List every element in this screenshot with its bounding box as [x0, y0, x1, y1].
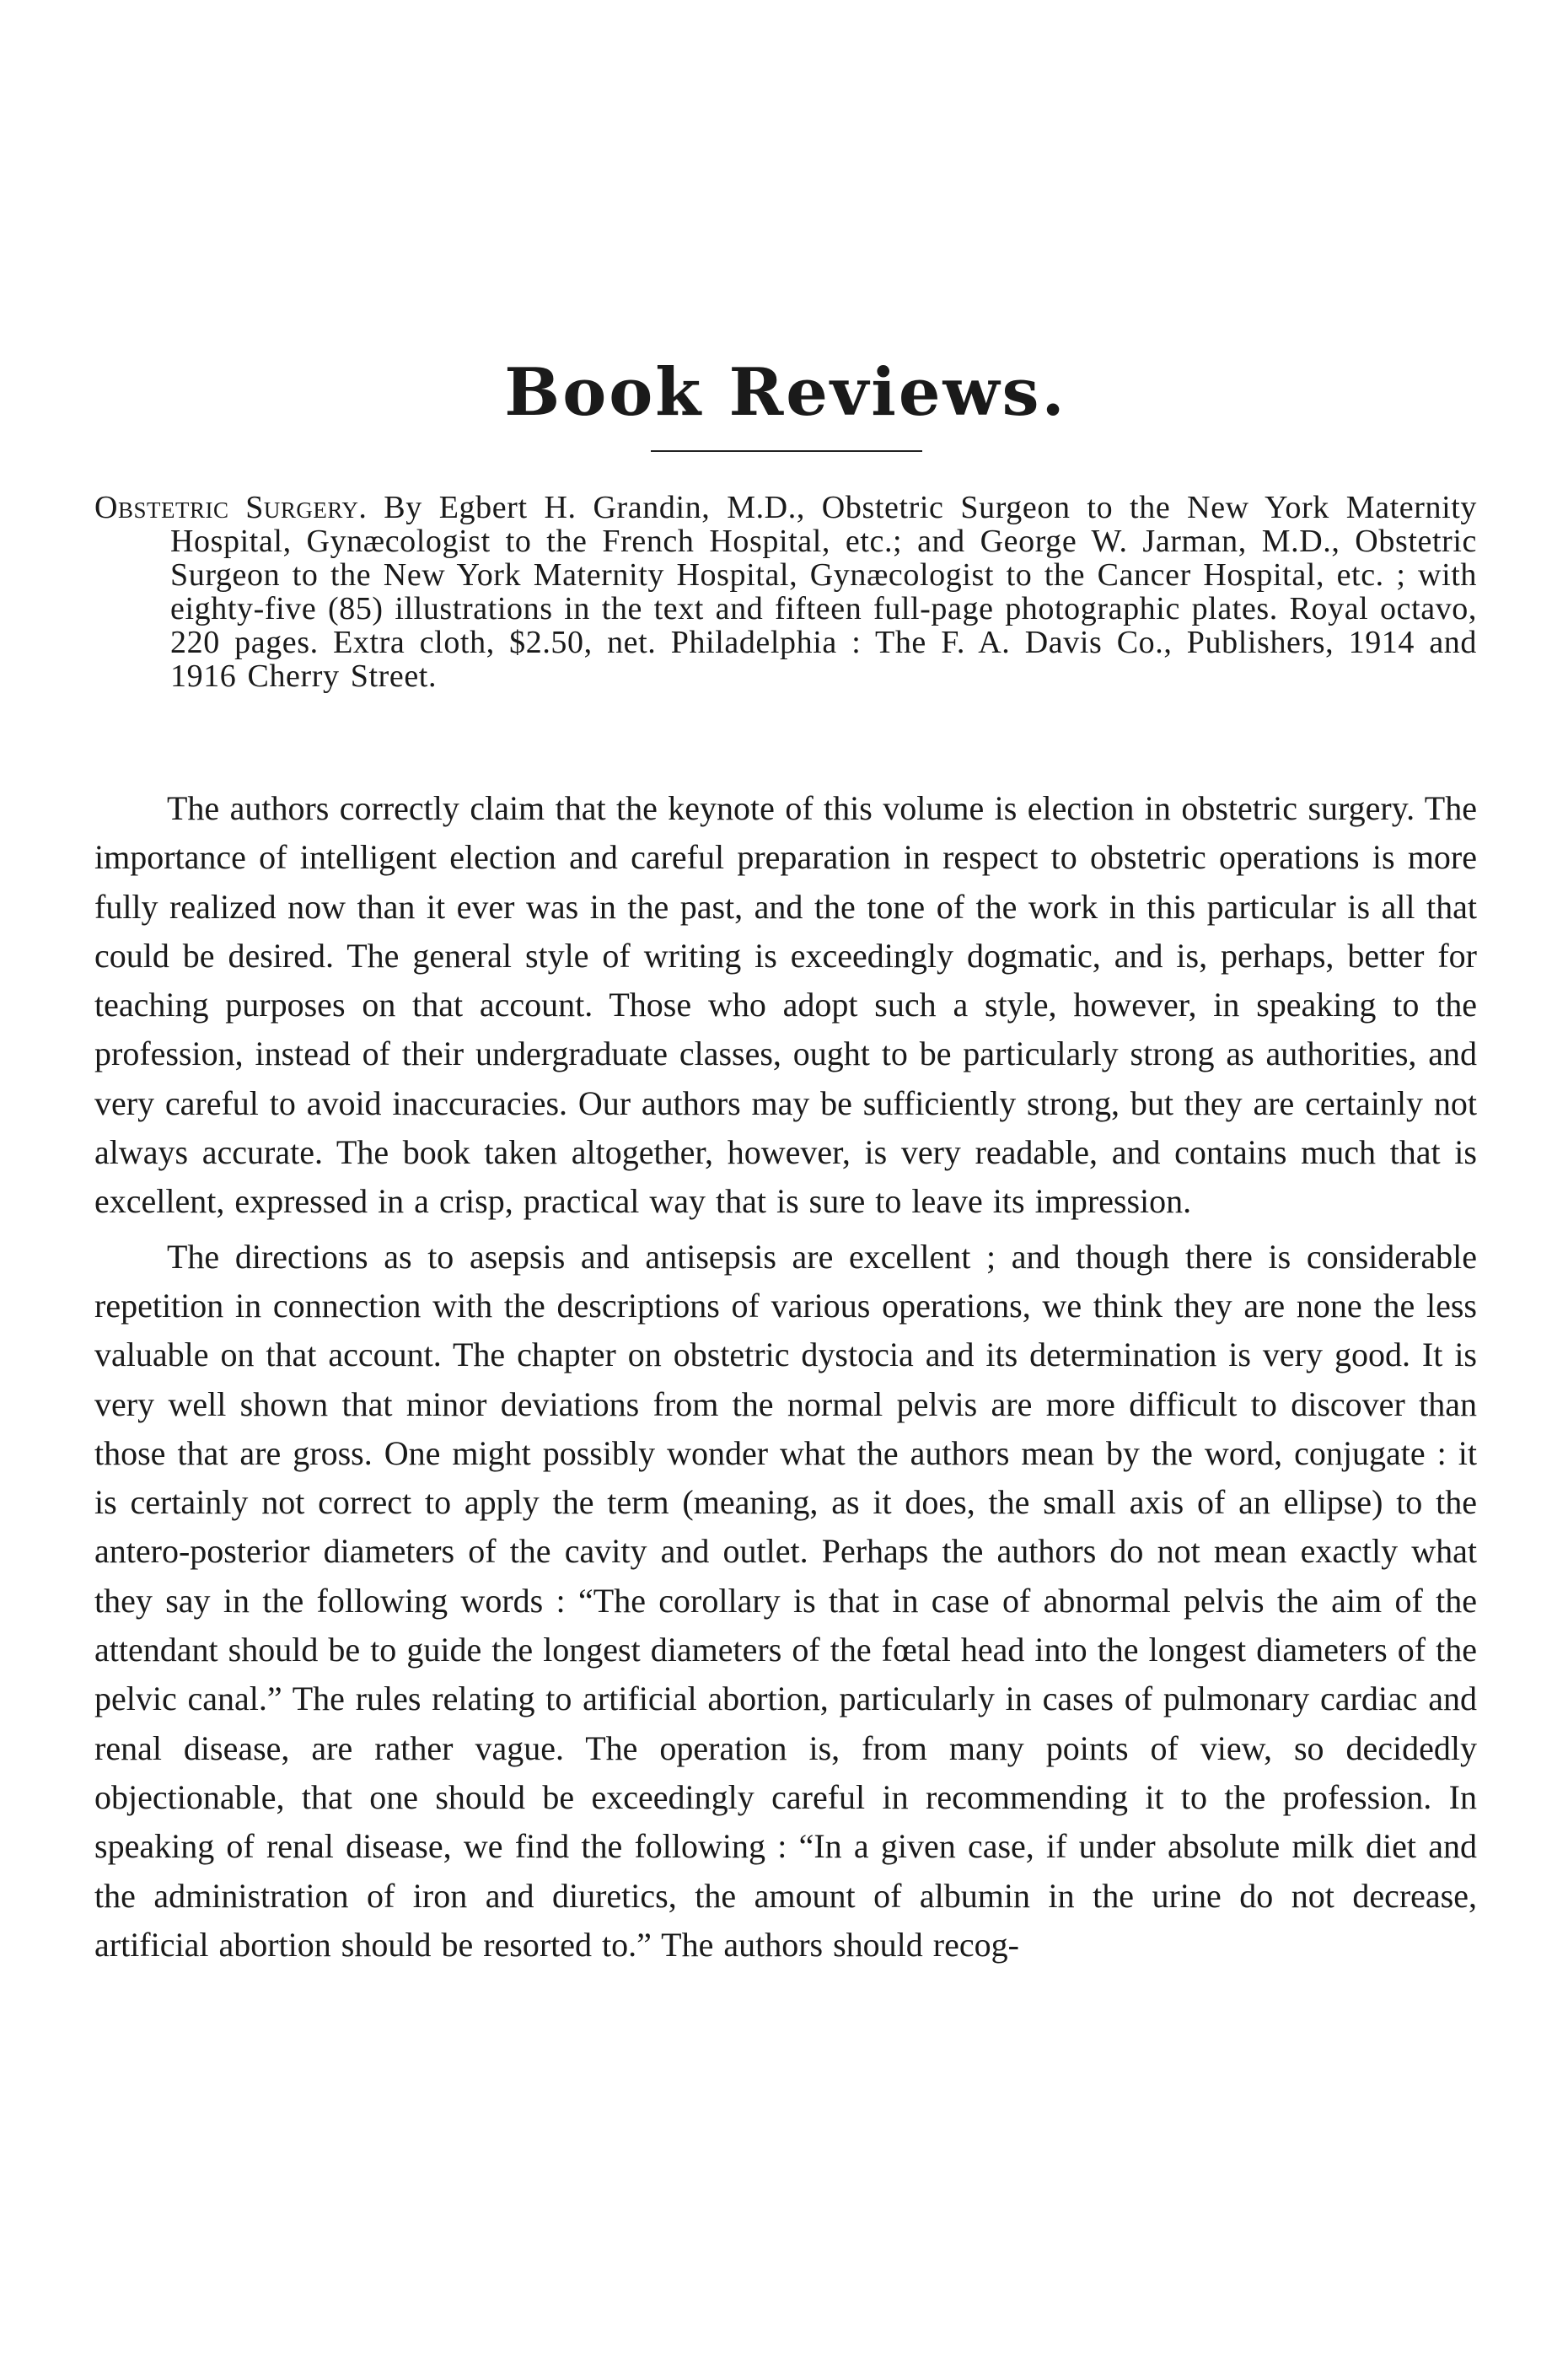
book-citation: [94, 491, 1477, 693]
review-paragraph-1: The authors correctly claim that the keynote of this volume is election in obstetric surgery. The importance of intelligent election and careful preparation in respect to obstetric operations is more fully realized now than it ever was in the past, and the tone of the work in this particular is all that could be desired. The general style of writing is exceedingly dogmatic, and is, perhaps, better for teaching purposes on that account. Those who adopt such a style, however, in speaking to the profession, instead of their undergraduate classes, ought to be particularly strong as authorities, and very careful to avoid inaccuracies. Our authors may be sufficiently strong, but they are certainly not always accurate. The book taken altogether, however, is very readable, and contains much that is excellent, expressed in a crisp, practical way that is sure to leave its impression.: [94, 789, 1477, 1221]
section-title: Book Reviews.: [504, 354, 1067, 431]
book-title: Obstetric Surgery.: [94, 490, 368, 525]
title-divider: [651, 450, 922, 452]
review-body: [94, 784, 1477, 1975]
review-paragraph-2: The directions as to asepsis and antisepsis are excellent ; and though there is considerable repetition in connection with the descriptions of various operations, we think they are none the less valuable on that account. The chapter on obstetric dystocia and its determination is very good. It is very well shown that minor deviations from the normal pelvis are more difficult to discover than those that are gross. One might possibly wonder what the authors mean by the word, conjugate : it is certainly not correct to apply the term (meaning, as it does, the small axis of an ellipse) to the antero-posterior diameters of the cavity and outlet. Perhaps the authors do not mean exactly what they say in the following words : “The corollary is that in case of abnormal pelvis the aim of the attendant should be to guide the longest diameters of the fœtal head into the longest diameters of the pelvic canal.” The rules relating to artificial abortion, particularly in cases of pulmonary cardiac and renal disease, are rather vague. The operation is, from many points of view, so decidedly objectionable, that one should be exceedingly careful in recommending it to the profession. In speaking of renal disease, we find the following : “In a given case, if under absolute milk diet and the administration of iron and diuretics, the amount of albumin in the urine do not decrease, artificial abortion should be resorted to.” The authors should recog-: [94, 1237, 1477, 1964]
book-details: By Egbert H. Grandin, M.D., Obstetric Surgeon to the New York Maternity Hospital, Gynæcologist to the French Hospital, etc.; and George W. Jarman, M.D., Obstetric Surgeon to the New York Maternity Hospital, Gynæcologist to the Cancer Hospital, etc. ; with eighty-five (85) illustrations in the text and fifteen full-page photographic plates. Royal octavo, 220 pages. Extra cloth, $2.50, net. Philadelphia : The F. A. Davis Co., Publishers, 1914 and 1916 Cherry Street.: [170, 490, 1477, 694]
